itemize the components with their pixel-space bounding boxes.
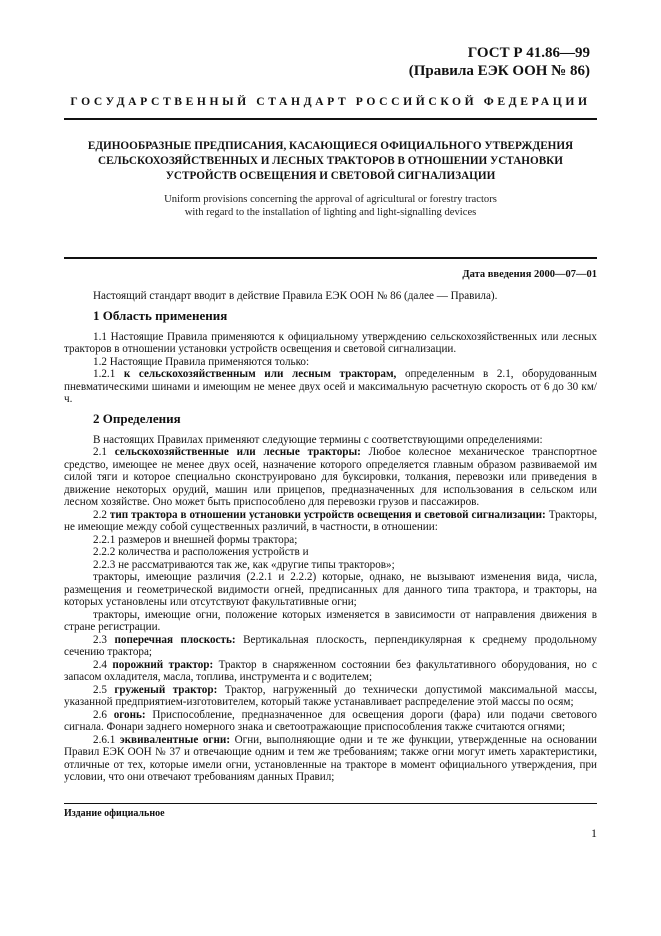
definition-text: Трактор, нагруженный до технически допустимой максимальной массы, указанной предприятием-изготовителем, который также устанавливает распределение этой массы по осям; xyxy=(64,683,597,708)
definition-text: Огни, выполняющие одни и те же функции, утвержденные на основании Правил ЕЭК ООН № 37 и отвечающие одним и тем же требованиям; также огни могут иметь характеристики, отличные от тех, которые имели огни, установленные на тракторе в момент официального утверждения, при условии, что они отвечают требованиям данных Правил; xyxy=(64,733,597,783)
definition-2-2-2: 2.2.2 количества и расположения устройств и xyxy=(93,546,309,558)
definition-2-2-1: 2.2.1 размеров и внешней формы трактора; xyxy=(93,533,298,546)
top-divider xyxy=(64,118,597,120)
official-edition-label: Издание официальное xyxy=(64,808,165,819)
clause-number: 1.2.1 xyxy=(93,368,116,380)
title-ru-line1: ЕДИНООБРАЗНЫЕ ПРЕДПИСАНИЯ, КАСАЮЩИЕСЯ ОФИЦИАЛЬНОГО УТВЕРЖДЕНИЯ xyxy=(87,140,574,152)
section-1-heading: 1 Область применения xyxy=(93,307,228,323)
clause-1-1: 1.1 Настоящие Правила применяются к официальному утверждению сельскохозяйственных или лесных тракторов в отношении установки устройств освещения и световой сигнализации. xyxy=(64,330,597,355)
standard-code xyxy=(409,44,590,80)
document-title-ru xyxy=(64,139,597,184)
clause-number: 2.2 xyxy=(93,508,107,521)
definition-term: порожний трактор: xyxy=(112,658,214,671)
intro-paragraph: Настоящий стандарт вводит в действие Правила ЕЭК ООН № 86 (далее — Правила). xyxy=(93,290,498,302)
definition-term: огонь: xyxy=(113,708,146,721)
clause-number: 2.5 xyxy=(93,683,107,696)
definition-term: тип трактора в отношении установки устройств освещения и световой сигнализации: xyxy=(109,508,546,521)
definition-text: Вертикальная плоскость, перпендикулярная к среднему продольному сечению трактора; xyxy=(64,633,597,658)
title-ru-line3: УСТРОЙСТВ ОСВЕЩЕНИЯ И СВЕТОВОЙ СИГНАЛИЗАЦИИ xyxy=(165,170,496,182)
clause-number: 2.4 xyxy=(93,658,107,671)
definition-2-2-note2: тракторы, имеющие огни, положение которых изменяется в зависимости от направления движения в стране регистрации. xyxy=(64,608,597,633)
definition-text: Трактор в снаряженном состоянии без факультативного оборудования, но с запасом охладителя, масла, топлива, инструмента и с водителем; xyxy=(64,658,597,683)
title-en-line1: Uniform provisions concerning the approval of agricultural or forestry tractors xyxy=(164,194,497,205)
definition-2-3 xyxy=(64,634,597,659)
definition-2-5 xyxy=(64,684,597,709)
standard-code-line1: ГОСТ Р 41.86—99 xyxy=(467,45,590,61)
definition-text: Любое колесное механическое транспортное средство, имеющее не менее двух осей, назначение которого определяется главным образом развиваемой им силой тяги и которое специально сконструировано для буксировки, толкания, перевозки или приведения в движение некоторых орудий, машин или прицепов, предназначенных для использования в сельском или лесном хозяйстве. Оно может быть приспособлено для перевозки грузов и пассажиров. xyxy=(64,446,597,508)
footer-divider xyxy=(64,803,597,804)
definition-term: груженый трактор: xyxy=(114,683,218,696)
title-ru-line2: СЕЛЬСКОХОЗЯЙСТВЕННЫХ И ЛЕСНЫХ ТРАКТОРОВ В ОТНОШЕНИИ УСТАНОВКИ xyxy=(98,155,563,167)
definition-2-2 xyxy=(64,509,597,534)
definition-2-6-1 xyxy=(64,734,597,784)
definition-2-2-3: 2.2.3 не рассматриваются так же, как «другие типы тракторов»; xyxy=(93,558,395,571)
clause-number: 2.3 xyxy=(93,633,107,646)
introduction-date: Дата введения 2000—07—01 xyxy=(462,269,597,280)
page-number: 1 xyxy=(591,826,597,840)
definition-text: Приспособление, предназначенное для освещения дороги (фара) или подачи светового сигнала. Фонари заднего номерного знака и светоотражающие приспособления также считаются огнями; xyxy=(64,708,597,733)
definition-term: поперечная плоскость: xyxy=(114,633,236,646)
clause-number: 2.6 xyxy=(93,708,107,721)
definition-text: Тракторы, не имеющие между собой существенных различий, в частности, в отношении: xyxy=(64,508,597,533)
title-en-line2: with regard to the installation of lighting and light-signalling devices xyxy=(184,207,477,218)
definition-2-4 xyxy=(64,659,597,684)
clause-text: определенным в 2.1, оборудованным пневматическими шинами и имеющим не менее двух осей и максимальную расчетную скорость от 6 до 30 км/ч. xyxy=(64,368,597,405)
clause-1-2: 1.2 Настоящие Правила применяются только: xyxy=(93,355,310,368)
clause-number: 2.1 xyxy=(93,446,107,458)
definition-term: сельскохозяйственные или лесные тракторы: xyxy=(114,446,361,458)
definition-2-1 xyxy=(64,446,597,509)
document-body xyxy=(64,290,597,784)
clause-number: 2.6.1 xyxy=(93,733,116,746)
state-standard-title: ГОСУДАРСТВЕННЫЙ СТАНДАРТ РОССИЙСКОЙ ФЕДЕРАЦИИ xyxy=(70,95,591,108)
title-divider xyxy=(64,257,597,259)
document-title-en xyxy=(64,193,597,219)
definition-2-6 xyxy=(64,709,597,734)
standard-code-line2: (Правила ЕЭК ООН № 86) xyxy=(408,63,590,79)
definition-2-2-note1: тракторы, имеющие различия (2.2.1 и 2.2.2) которые, однако, не вызывают изменения вида, числа, размещения и геометрической видимости огней, предписанных для данного типа трактора, и тракторы, на которых установлены или отсутствуют факультативные огни; xyxy=(64,571,597,608)
clause-term: к сельскохозяйственным или лесным тракторам, xyxy=(123,368,397,380)
clause-1-2-1 xyxy=(64,368,597,406)
section-2-lead: В настоящих Правилах применяют следующие термины с соответствующими определениями: xyxy=(93,433,543,446)
section-2-heading: 2 Определения xyxy=(93,410,181,426)
definition-term: эквивалентные огни: xyxy=(119,733,231,746)
